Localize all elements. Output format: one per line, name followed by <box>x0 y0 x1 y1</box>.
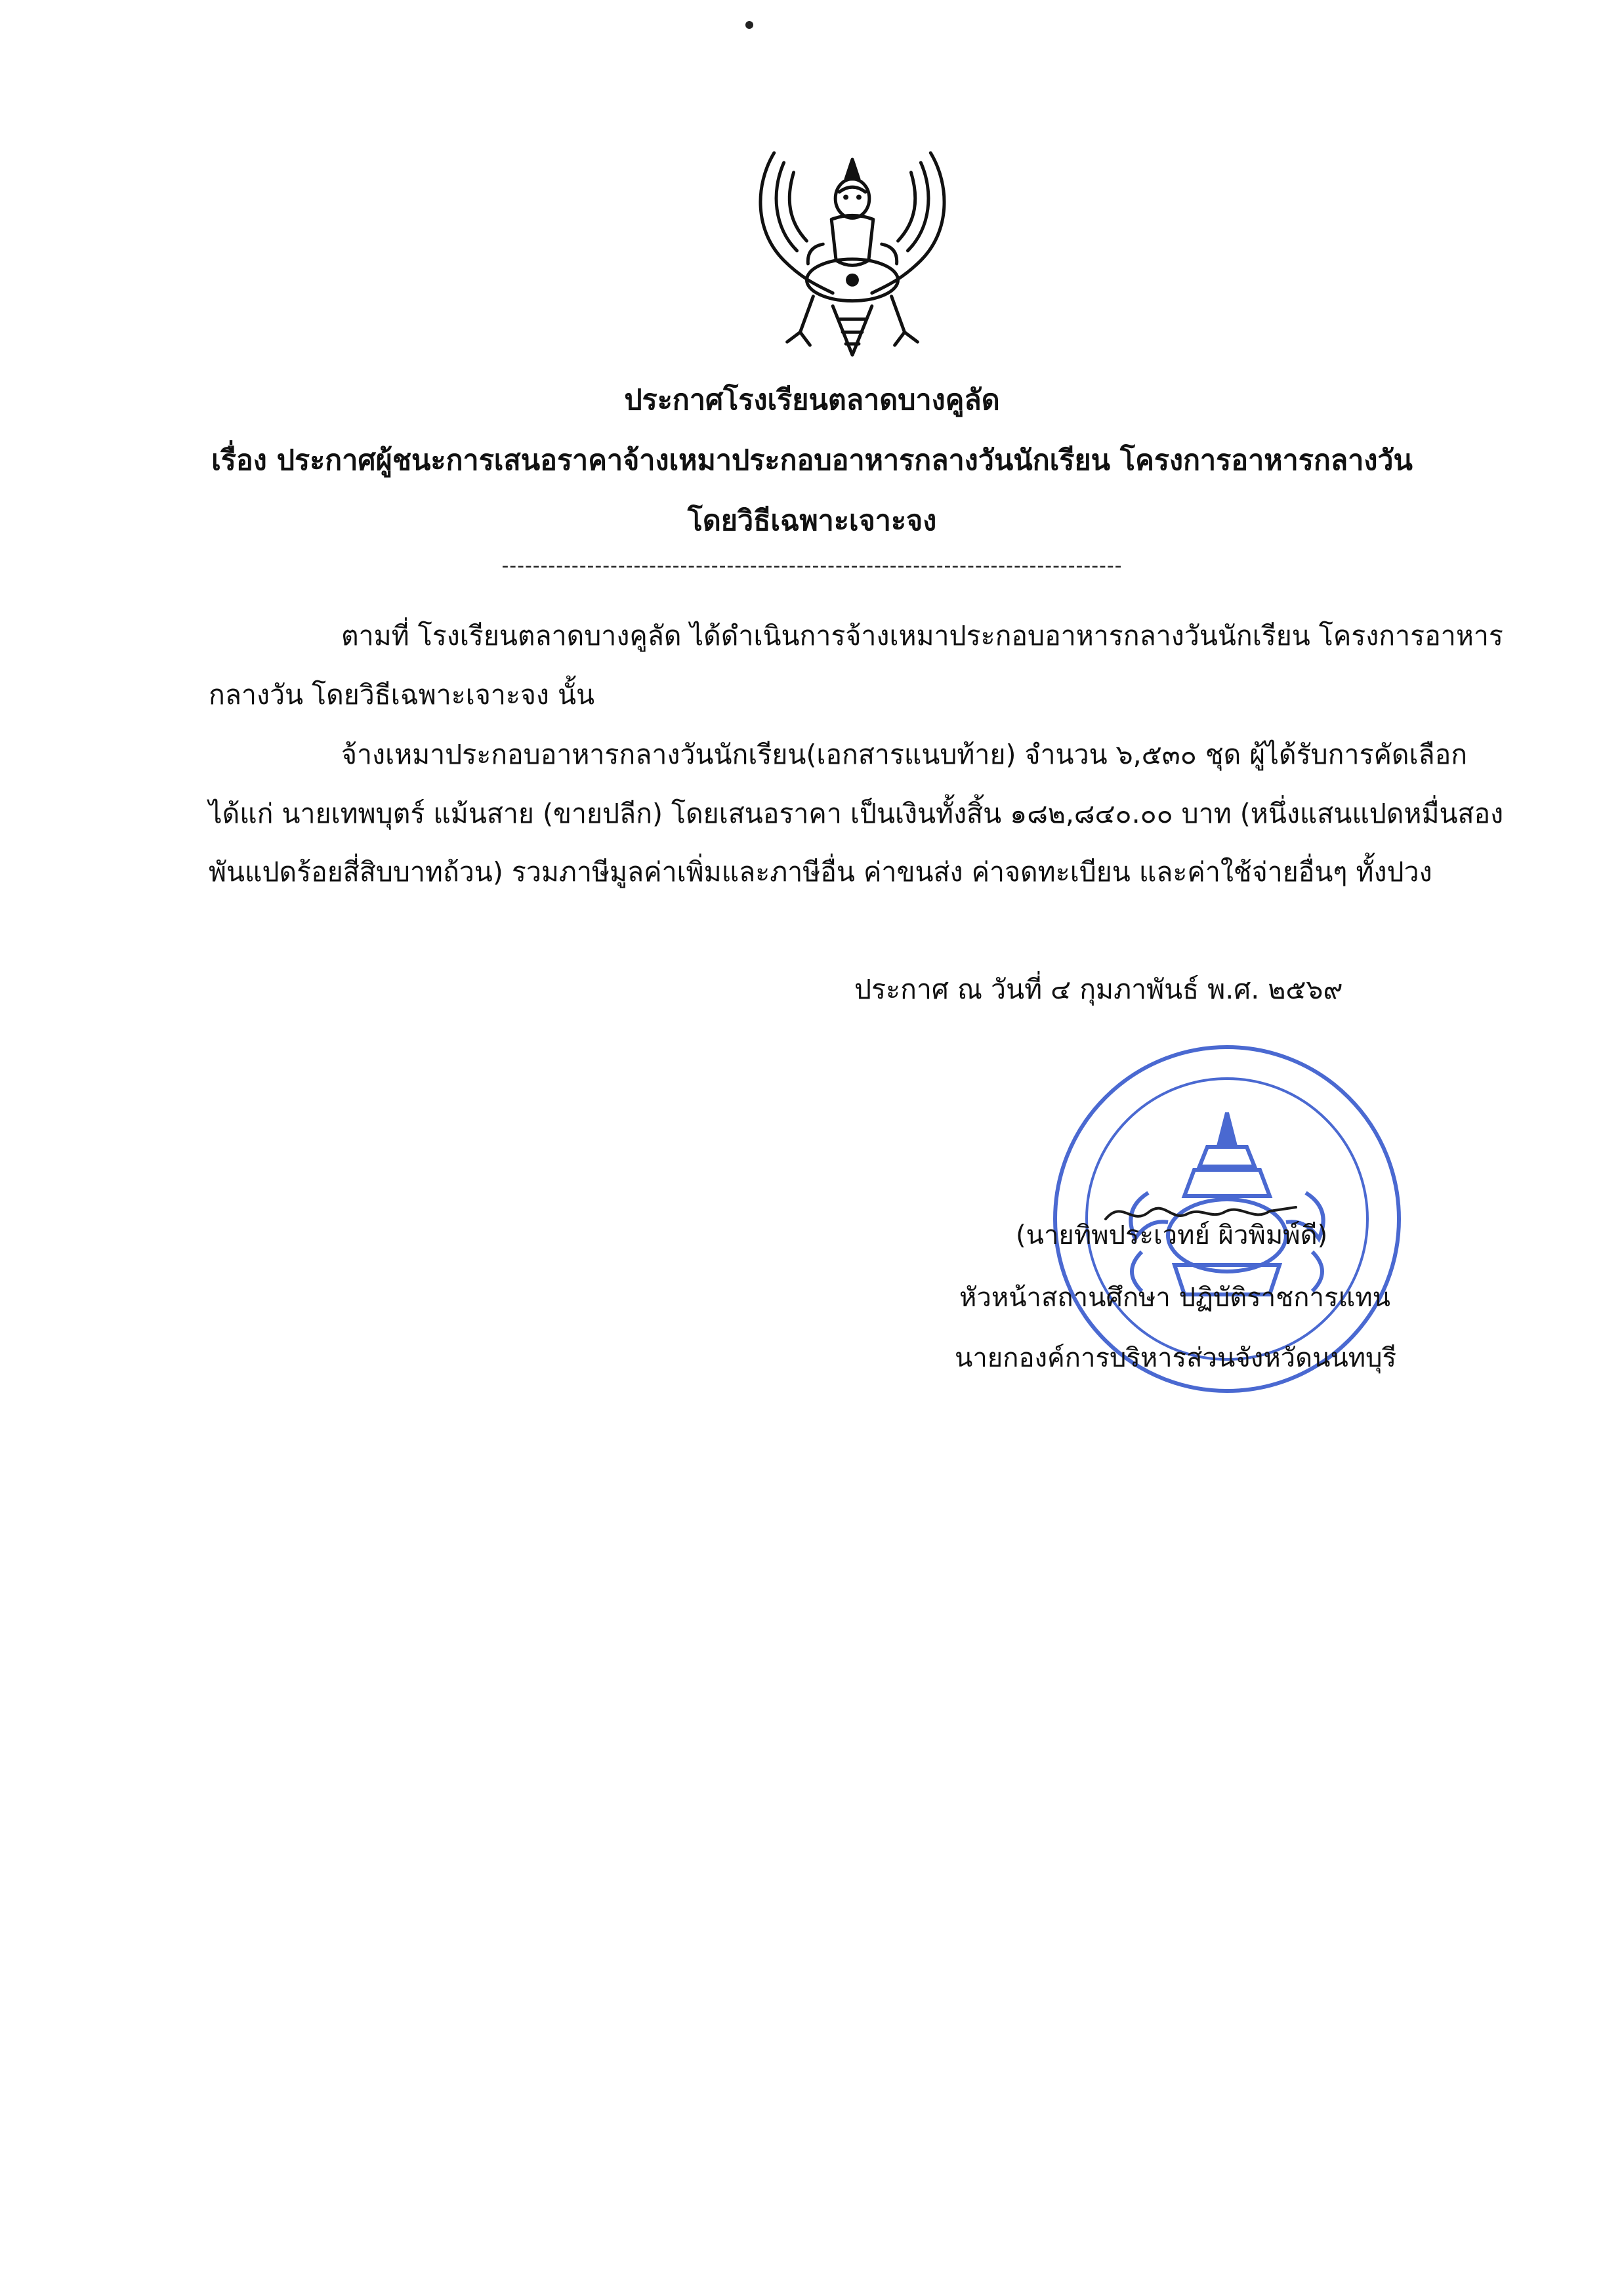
paragraph-2-line-3: พันแปดร้อยสี่สิบบาทถ้วน) รวมภาษีมูลค่าเพิ่มและภาษีอื่น ค่าขนส่ง ค่าจดทะเบียน และค่าใช้จ่ายอื่นๆ ทั้งปวง <box>209 856 1432 888</box>
divider-line: -------------------------------------------------------------------------------- <box>501 554 1123 577</box>
paragraph-1-line-1: ตามที่ โรงเรียนตลาดบางคูลัด ได้ดำเนินการจ้างเหมาประกอบอาหารกลางวันนักเรียน โครงการอาหาร <box>341 620 1503 651</box>
announcement-title: ประกาศโรงเรียนตลาดบางคูลัด <box>624 384 1000 417</box>
signer-position-line-2: นายกองค์การบริหารส่วนจังหวัดนนทบุรี <box>955 1343 1397 1373</box>
signer-name: (นายทิพประเวทย์ ผิวพิมพ์ดี) <box>1016 1220 1328 1251</box>
paragraph-1-line-2: กลางวัน โดยวิธีเฉพาะเจาะจง นั้น <box>209 679 595 711</box>
announcement-date: ประกาศ ณ วันที่ ๔ กุมภาพันธ์ พ.ศ. ๒๕๖๙ <box>854 974 1343 1005</box>
garuda-emblem-icon <box>748 146 957 369</box>
procurement-method: โดยวิธีเฉพาะเจาะจง <box>687 505 937 537</box>
announcement-subject: เรื่อง ประกาศผู้ชนะการเสนอราคาจ้างเหมาประกอบอาหารกลางวันนักเรียน โครงการอาหารกลางวัน <box>211 444 1413 477</box>
page-dot <box>745 21 753 29</box>
paragraph-2-line-2: ได้แก่ นายเทพบุตร์ แม้นสาย (ขายปลีก) โดยเสนอราคา เป็นเงินทั้งสิ้น ๑๘๒,๘๔๐.๐๐ บาท (หนึ่งแสนแปดหมื่นสอง <box>209 798 1504 829</box>
signer-position-line-1: หัวหน้าสถานศึกษา ปฏิบัติราชการแทน <box>959 1283 1390 1313</box>
paragraph-2-line-1: จ้างเหมาประกอบอาหารกลางวันนักเรียน(เอกสารแนบท้าย) จำนวน ๖,๕๓๐ ชุด ผู้ได้รับการคัดเลือก <box>341 739 1468 770</box>
